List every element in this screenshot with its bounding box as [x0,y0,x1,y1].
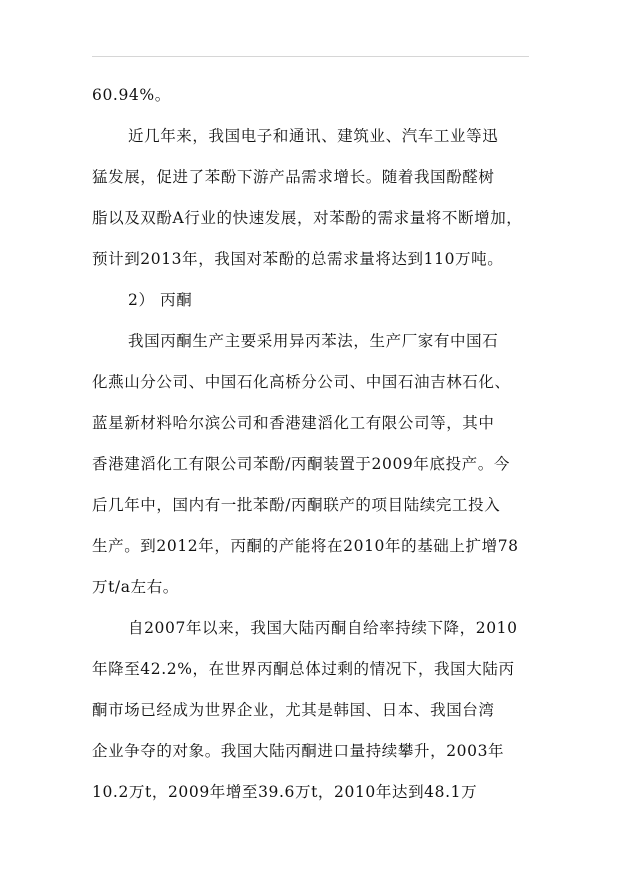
text-line: 脂以及双酚A行业的快速发展，对苯酚的需求量将不断增加， [92,209,523,227]
paragraph-first-line: 我国丙酮生产主要采用异丙苯法，生产厂家有中国石 [128,332,499,350]
paragraph-first-line: 近几年来，我国电子和通讯、建筑业、汽车工业等迅 [128,127,499,145]
text-line: 猛发展，促进了苯酚下游产品需求增长。随着我国酚醛树 [92,168,495,186]
header-rule [92,56,529,57]
section-heading: 2） 丙酮 [128,291,193,309]
text-line: 万t/a左右。 [92,578,179,596]
text-line: 酮市场已经成为世界企业，尤其是韩国、日本、我国台湾 [92,701,495,719]
text-line: 香港建滔化工有限公司苯酚/丙酮装置于2009年底投产。今 [92,455,510,473]
text-line: 预计到2013年，我国对苯酚的总需求量将达到110万吨。 [92,250,504,268]
text-line: 10.2万t，2009年增至39.6万t，2010年达到48.1万 [92,783,478,801]
text-line: 60.94%。 [92,86,171,104]
text-line: 后几年中，国内有一批苯酚/丙酮联产的项目陆续完工投入 [92,496,501,514]
text-line: 蓝星新材料哈尔滨公司和香港建滔化工有限公司等，其中 [92,414,495,432]
text-line: 化燕山分公司、中国石化高桥分公司、中国石油吉林石化、 [92,373,511,391]
text-line: 企业争夺的对象。我国大陆丙酮进口量持续攀升，2003年 [92,742,505,760]
text-line: 年降至42.2%，在世界丙酮总体过剩的情况下，我国大陆丙 [92,660,515,678]
paragraph-first-line: 自2007年以来，我国大陆丙酮自给率持续下降，2010 [128,619,518,637]
text-line: 生产。到2012年，丙酮的产能将在2010年的基础上扩增78 [92,537,519,555]
